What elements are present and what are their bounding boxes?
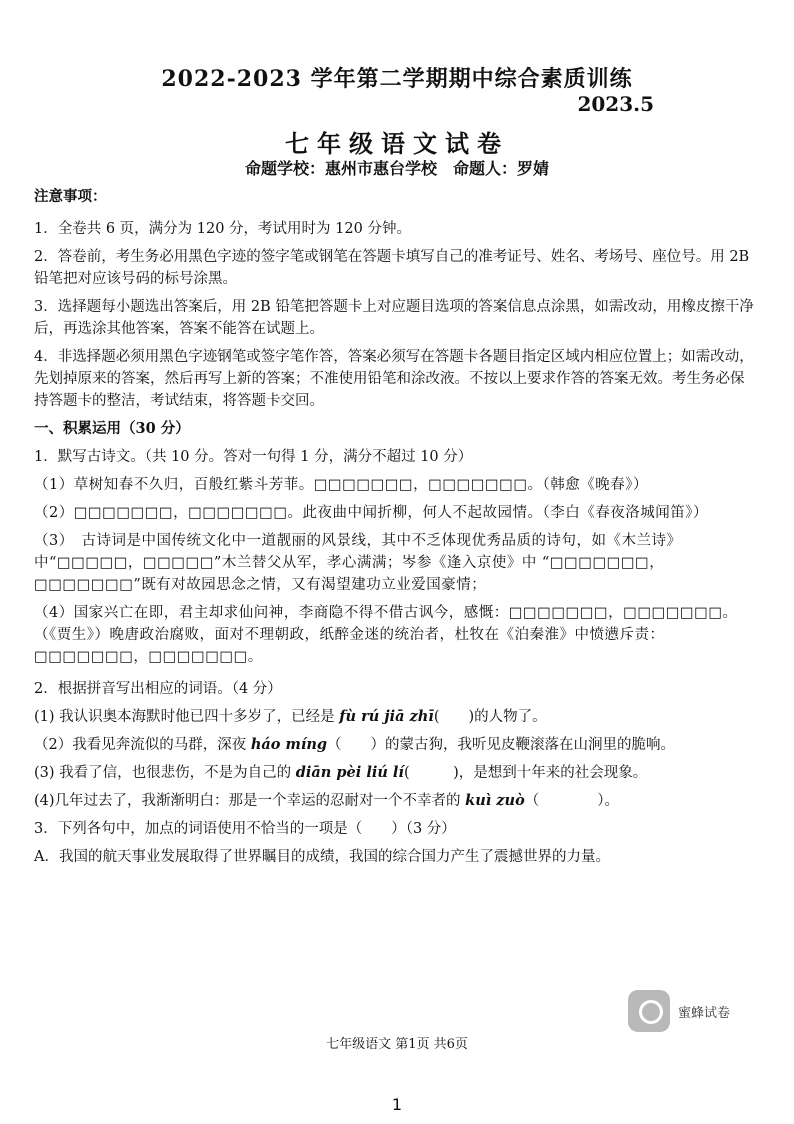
notice-item: 4．非选择题必须用黑色字迹钢笔或签字笔作答，答案必须写在答题卡各题目指定区域内相应位置上；如需改动，先划掉原来的答案，然后再写上新的答案；不准使用铅笔和涂改液。不按以上要求作答的答案无效。考生务必保持答题卡的整洁，考试结束，将答题卡交回。: [34, 349, 754, 409]
exam-subtitle: 七年级语文试卷: [285, 129, 509, 158]
question-stem: 2．根据拼音写出相应的词语。（4 分）: [34, 681, 282, 697]
page-number: 1: [391, 1095, 403, 1114]
question-item: (3) 我看了信，也很悲伤，不是为自己的 diān pèi liú lí( )，是想到十年来的社会现象。: [34, 764, 648, 781]
question-item: （2）我看见奔流似的马群，深夜 háo míng（ ）的蒙古狗，我听见皮鞭滚落在山涧里的脆响。: [34, 736, 676, 753]
exam-date: 2023.5: [577, 92, 654, 116]
pinyin: kuì zuò: [465, 792, 525, 809]
question-item: （2）□□□□□□□，□□□□□□□。此夜曲中闻折柳，何人不起故园情。（李白《春夜洛城闻笛》）: [34, 505, 709, 521]
notice-block: [34, 186, 754, 412]
page-footer: 七年级语文 第1页 共6页: [326, 1037, 468, 1052]
question-item: （1）草树知春不久归，百般红紫斗芳菲。□□□□□□□，□□□□□□□。（韩愈《晚春》）: [34, 477, 649, 493]
question-item: (4)几年过去了，我渐渐明白：那是一个幸运的忍耐对一个不幸者的 kuì zuò（ ）。: [34, 792, 619, 809]
watermark: [628, 990, 730, 1032]
notice-title: 注意事项：: [34, 188, 107, 205]
question-item: （3） 古诗词是中国传统文化中一道靓丽的风景线，其中不乏体现优秀品质的诗句，如《木兰诗》中“□□□□□，□□□□□”木兰替父从军，孝心满满；岑参《逢入京使》中 “□□□□□□□，□□□□□□□”既有对故园思念之情，又有渴望建功立业爱国豪情；: [34, 533, 682, 593]
pinyin: háo míng: [250, 736, 328, 753]
exam-body: [34, 186, 754, 874]
honeybee-logo-icon: [628, 990, 670, 1032]
author-line: 命题学校：惠州市惠台学校 命题人：罗婧: [244, 159, 549, 178]
question-stem: 1．默写古诗文。（共 10 分。答对一句得 1 分，满分不超过 10 分）: [34, 449, 473, 465]
pinyin: fù rú jiā zhī: [339, 708, 434, 725]
question-stem: 3．下列各句中，加点的词语使用不恰当的一项是（ ）（3 分）: [34, 821, 456, 837]
pinyin: diān pèi liú lí: [295, 764, 404, 781]
notice-item: 2．答卷前，考生务必用黑色字迹的签字笔或钢笔在答题卡填写自己的准考证号、姓名、考场号、座位号。用 2B 铅笔把对应该号码的标号涂黑。: [34, 249, 750, 287]
question-option: A．我国的航天事业发展取得了世界瞩目的成绩，我国的综合国力产生了震撼世界的力量。: [34, 849, 610, 865]
question-item: （4）国家兴亡在即，君主却求仙问神，李商隐不得不借古讽今，感慨：□□□□□□□，□□□□□□□。（《贾生》）晚唐政治腐败，面对不理朝政，纸醉金迷的统治者，杜牧在《泊秦淮》中愤懑斥责：□□□□□□□，□□□□□□□。: [34, 605, 738, 665]
watermark-text: 蜜蜂试卷: [678, 1005, 731, 1021]
section-title: 一、积累运用（30 分）: [34, 420, 190, 437]
notice-item: 3．选择题每小题选出答案后，用 2B 铅笔把答题卡上对应题目选项的答案信息点涂黑，如需改动，用橡皮擦干净后，再选涂其他答案，答案不能答在试题上。: [34, 299, 754, 337]
notice-item: 1．全卷共 6 页，满分为 120 分，考试用时为 120 分钟。: [34, 221, 411, 237]
exam-title: 2022-2023 学年第二学期期中综合素质训练: [161, 66, 633, 92]
question-item: (1) 我认识奥本海默时他已四十多岁了，已经是 fù rú jiā zhī( )的人物了。: [34, 708, 547, 725]
